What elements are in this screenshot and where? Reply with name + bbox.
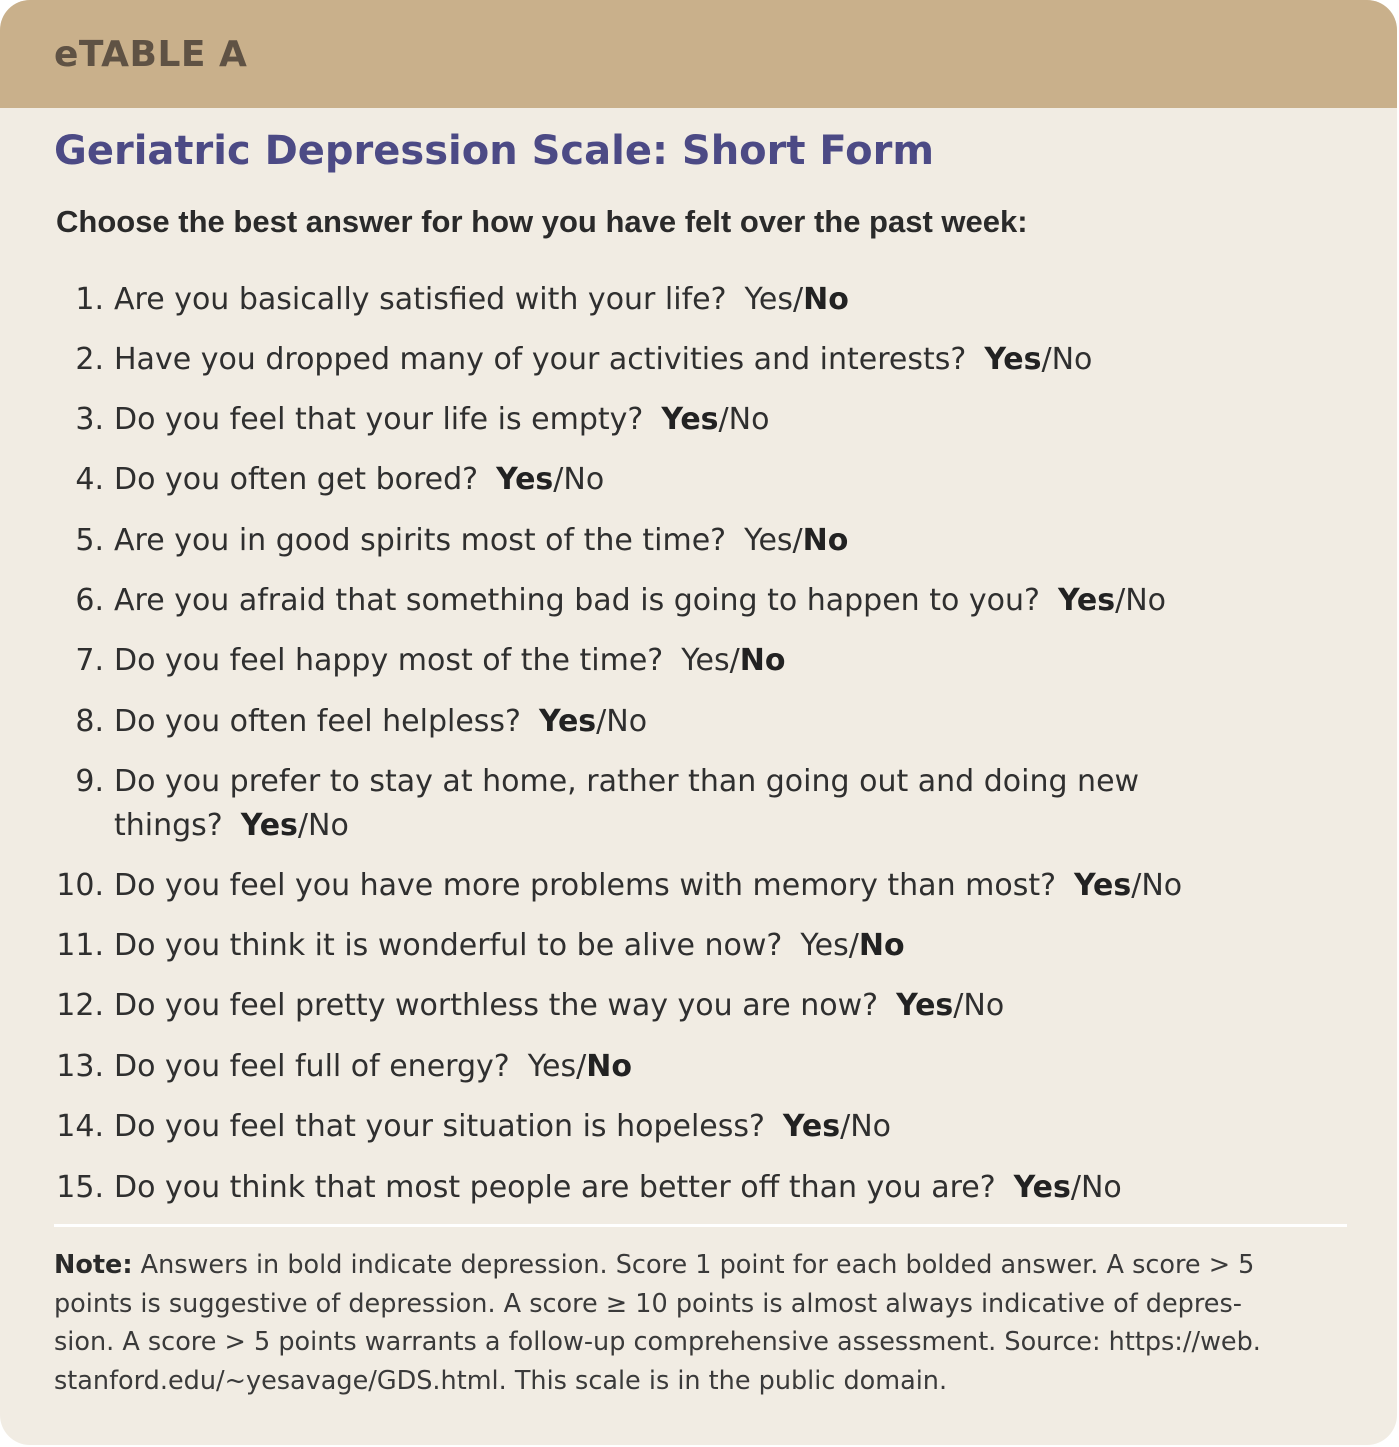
question-body [114, 864, 1224, 908]
answer-yes: Yes [661, 402, 719, 437]
answer-yes: Yes [984, 342, 1042, 377]
answer-separator: / [576, 1049, 587, 1084]
answer-no: No [1141, 868, 1183, 903]
question-number: 10. [56, 868, 104, 903]
question-number: 7. [75, 643, 104, 678]
answer-options [681, 643, 785, 678]
answer-separator: / [1041, 342, 1052, 377]
answer-separator: / [718, 402, 729, 437]
question-number: 13. [56, 1049, 104, 1084]
question-body [114, 338, 1224, 382]
page-title: Geriatric Depression Scale: Short Form [54, 128, 935, 174]
answer-yes: Yes [1013, 1170, 1071, 1205]
answer-no: No [803, 282, 849, 317]
answer-options [800, 928, 904, 963]
question-number: 8. [75, 704, 104, 739]
answer-options [241, 808, 349, 843]
answer-no: No [586, 1049, 632, 1084]
question-number: 6. [75, 583, 104, 618]
answer-options [1074, 868, 1182, 903]
note-text: Answers in bold indicate depression. Score 1 point for each bolded answer. A score > 5 [140, 1250, 1255, 1280]
answer-separator: / [848, 928, 859, 963]
question-text: Are you in good spirits most of the time? [114, 523, 727, 558]
instruction-text: Choose the best answer for how you have felt over the past week: [56, 204, 1028, 239]
answer-no: No [963, 988, 1005, 1023]
answer-no: No [728, 402, 770, 437]
answer-options [539, 704, 647, 739]
answer-separator: / [953, 988, 964, 1023]
note-block [54, 1246, 1354, 1400]
question-number: 5. [75, 523, 104, 558]
question-text: Do you feel full of energy? [114, 1049, 510, 1084]
answer-separator: / [1131, 868, 1142, 903]
question-text: Do you often feel helpless? [114, 704, 521, 739]
question-body [114, 639, 1224, 683]
question-number: 3. [75, 402, 104, 437]
question-body [114, 984, 1224, 1028]
answer-options [896, 988, 1004, 1023]
note-line: sion. A score > 5 points warrants a follow-up comprehensive assessment. Source: https://web. [54, 1327, 1261, 1357]
divider [54, 1224, 1347, 1227]
question-number: 11. [56, 928, 104, 963]
answer-options [1058, 583, 1166, 618]
answer-options [496, 462, 604, 497]
question-body [114, 1105, 1224, 1149]
answer-yes: Yes [240, 808, 298, 843]
answer-options [661, 402, 769, 437]
question-text: Do you prefer to stay at home, rather than going out and doing new things? [114, 764, 1140, 843]
answer-no: No [858, 928, 905, 963]
question-text: Do you feel that your situation is hopeless? [114, 1109, 765, 1144]
answer-yes: Yes [896, 988, 954, 1023]
answer-separator: / [729, 643, 740, 678]
question-body [114, 760, 1224, 848]
answer-yes: Yes [538, 704, 597, 739]
answer-yes: Yes [1074, 868, 1132, 903]
answer-no: No [1080, 1170, 1122, 1205]
table-label: eTABLE A [54, 33, 248, 75]
question-body [114, 924, 1224, 968]
question-number: 15. [56, 1170, 104, 1205]
answer-no: No [850, 1109, 892, 1144]
question-text: Do you think it is wonderful to be alive now? [114, 928, 783, 963]
question-text: Are you afraid that something bad is going to happen to you? [114, 583, 1040, 618]
answer-no: No [1125, 583, 1167, 618]
question-body [114, 1045, 1224, 1089]
answer-yes: Yes [527, 1049, 577, 1084]
answer-no: No [1051, 342, 1093, 377]
question-text: Do you often get bored? [114, 462, 479, 497]
question-number: 9. [75, 764, 104, 799]
question-number: 14. [56, 1109, 104, 1144]
question-text: Have you dropped many of your activities and interests? [114, 342, 967, 377]
note-line: stanford.edu/~yesavage/GDS.html. This scale is in the public domain. [54, 1365, 948, 1396]
answer-options [783, 1109, 891, 1144]
note-line [54, 1246, 1354, 1285]
table-header-bar [0, 0, 1397, 108]
question-number: 1. [75, 282, 104, 317]
answer-options [744, 523, 848, 558]
question-text: Do you feel pretty worthless the way you are now? [114, 988, 879, 1023]
answer-yes: Yes [744, 282, 793, 317]
answer-options [1014, 1170, 1122, 1205]
answer-yes: Yes [1057, 583, 1116, 618]
question-number: 12. [56, 988, 104, 1023]
answer-separator: / [792, 282, 804, 317]
question-body [114, 519, 1224, 563]
question-text: Are you basically satisfied with your life? [114, 282, 727, 317]
question-body [114, 579, 1224, 623]
note-line: points is suggestive of depression. A score ≥ 10 points is almost always indicative of depres- [54, 1288, 1242, 1319]
answer-no: No [308, 808, 349, 843]
question-text: Do you think that most people are better off than you are? [114, 1170, 996, 1205]
question-number: 4. [75, 462, 104, 497]
answer-separator: / [840, 1109, 851, 1144]
answer-separator: / [553, 462, 564, 497]
answer-yes: Yes [800, 928, 849, 963]
answer-options [984, 342, 1092, 377]
answer-separator: / [297, 808, 309, 843]
answer-yes: Yes [782, 1109, 841, 1144]
answer-no: No [802, 523, 849, 558]
answer-options [745, 282, 849, 317]
question-number: 2. [75, 342, 104, 377]
answer-yes: Yes [496, 462, 554, 497]
answer-yes: Yes [744, 523, 793, 558]
question-body [114, 398, 1224, 442]
answer-separator: / [1115, 583, 1126, 618]
answer-no: No [739, 643, 786, 678]
question-body [114, 1166, 1224, 1210]
question-body [114, 278, 1224, 322]
answer-no: No [606, 704, 648, 739]
question-text: Do you feel happy most of the time? [114, 643, 664, 678]
answer-no: No [563, 462, 605, 497]
answer-separator: / [596, 704, 607, 739]
answer-separator: / [1070, 1170, 1081, 1205]
answer-options [528, 1049, 632, 1084]
question-body [114, 458, 1224, 502]
question-body [114, 700, 1224, 744]
answer-separator: / [792, 523, 803, 558]
question-text: Do you feel you have more problems with memory than most? [114, 868, 1057, 903]
answer-yes: Yes [681, 643, 730, 678]
question-text: Do you feel that your life is empty? [114, 402, 644, 437]
note-label: Note: [54, 1250, 133, 1280]
